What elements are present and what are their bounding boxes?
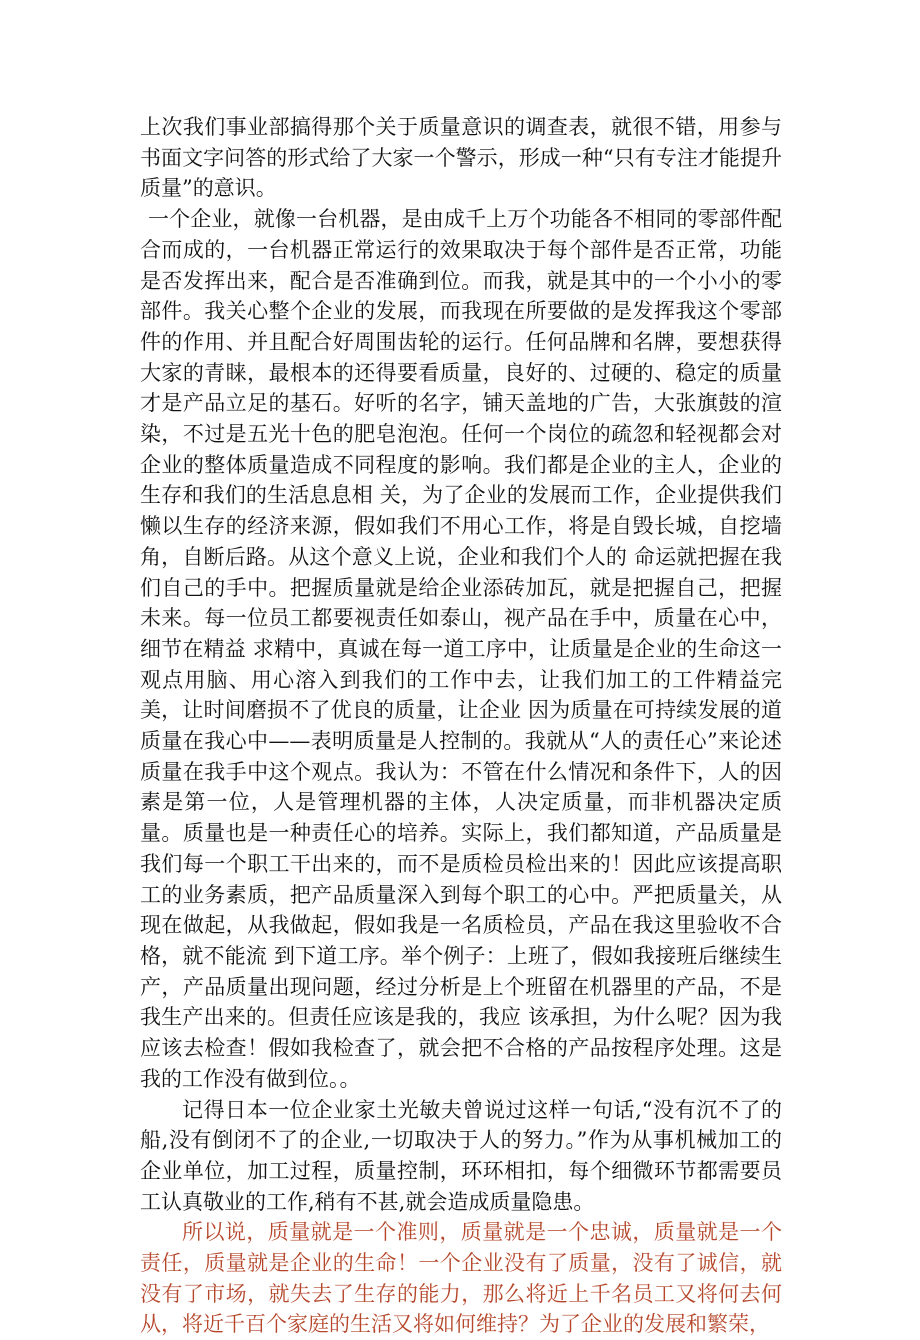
paragraph-4: 所以说，质量就是一个准则，质量就是一个忠诚，质量就是一个责任，质量就是企业的生命！一个企业没有了质量，没有了诚信，就没有了市场，就失去了生存的能力，那么将近上千名员工又将何去何从，将近千百个家庭的生活又将如何维持？为了企业的发展和繁荣， xyxy=(140,1220,782,1337)
document-body xyxy=(140,112,782,1340)
paragraph-2: 一个企业，就像一台机器，是由成千上万个功能各不相同的零部件配合而成的，一台机器正常运行的效果取决于每个部件是否正常，功能是否发挥出来，配合是否准确到位。而我，就是其中的一个小小的零部件。我关心整个企业的发展，而我现在所要做的是发挥我这个零部件的作用、并且配合好周围齿轮的运行。任何品牌和名牌，要想获得大家的青睐，最根本的还得要看质量，良好的、过硬的、稳定的质量才是产品立足的基石。好听的名字，铺天盖地的广告，大张旗鼓的渲 染，不过是五光十色的肥皂泡泡。任何一个岗位的疏忽和轻视都会对企业的整体质量造成不同程度的影响。我们都是企业的主人，企业的生存和我们的生活息息相 关，为了企业的发展而工作，企业提供我们懒以生存的经济来源，假如我们不用心工作，将是自毁长城，自挖墙角，自断后路。从这个意义上说，企业和我们个人的 命运就把握在我们自己的手中。把握质量就是给企业添砖加瓦，就是把握自己，把握未来。每一位员工都要视责任如泰山，视产品在手中，质量在心中，细节在精益 求精中，真诚在每一道工序中，让质量是企业的生命这一观点用脑、用心溶入到我们的工作中去，让我们加工的工件精益完美，让时间磨损不了优良的质量，让企业 因为质量在可持续发展的道质量在我心中——表明质量是人控制的。我就从“人的责任心”来论述质量在我手中这个观点。我认为：不管在什么情况和条件下，人的因素是第一位，人是管理机器的主体，人决定质量，而非机器决定质量。质量也是一种责任心的培养。实际上，我们都知道，产品质量是我们每一个职工干出来的，而不是质检员检出来的！因此应该提高职工的业务素质，把产品质量深入到每个职工的心中。严把质量关，从现在做起，从我做起，假如我是一名质检员，产品在我这里验收不合格，就不能流 到下道工序。举个例子：上班了，假如我接班后继续生产，产品质量出现问题，经过分析是上个班留在机器里的产品，不是我生产出来的。但责任应该是我的，我应 该承担，为什么呢？因为我应该去检查！假如我检查了，就会把不合格的产品按程序处理。这是我的工作没有做到位。。 xyxy=(140,207,782,1091)
paragraph-3: 记得日本一位企业家土光敏夫曾说过这样一句话,“没有沉不了的船,没有倒闭不了的企业,一切取决于人的努力。”作为从事机械加工的企业单位，加工过程，质量控制，环环相扣，每个细微环节都需要员工认真敬业的工作,稍有不甚,就会造成质量隐患。 xyxy=(140,1097,782,1214)
paragraph-1: 上次我们事业部搞得那个关于质量意识的调查表，就很不错，用参与书面文字问答的形式给了大家一个警示，形成一种“只有专注才能提升质量”的意识。 xyxy=(140,115,782,201)
